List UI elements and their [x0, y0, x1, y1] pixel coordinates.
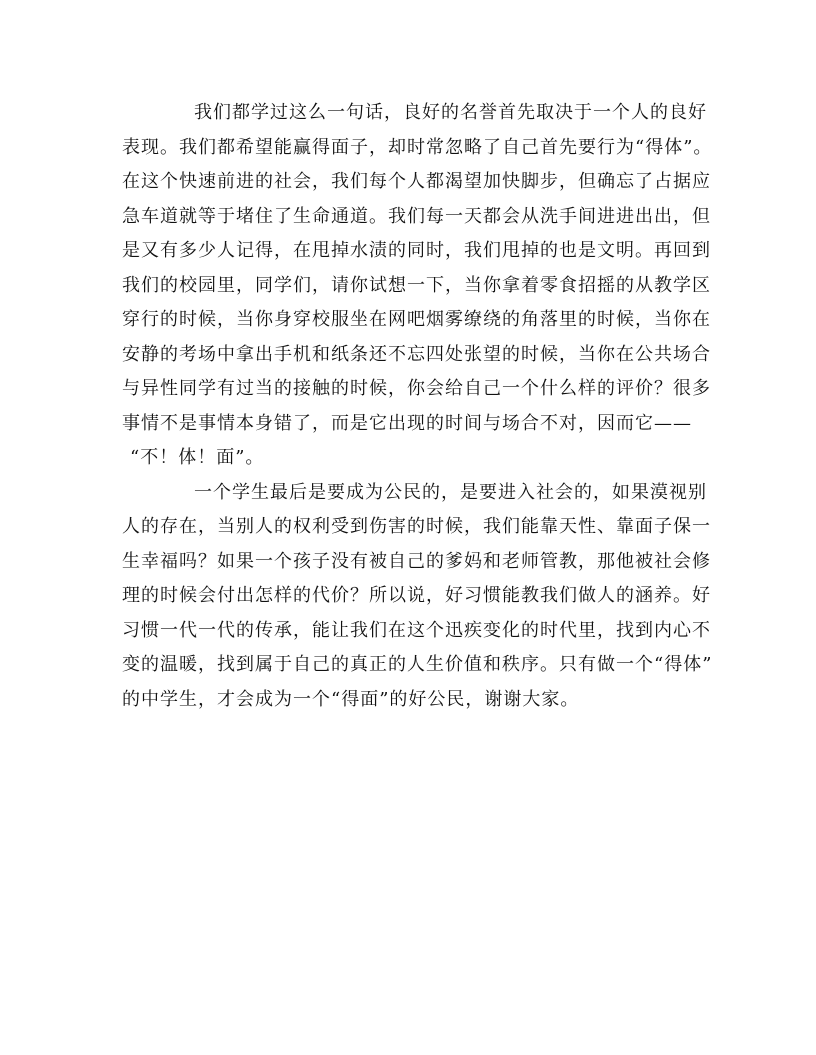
text-line: 在这个快速前进的社会，我们每个人都渴望加快脚步，但确忘了占据应: [122, 171, 711, 192]
text-line: 的中学生，才会成为一个“得面”的好公民，谢谢大家。: [122, 688, 580, 710]
paragraph-1: [122, 96, 713, 476]
text-line: 安静的考场中拿出手机和纸条还不忘四处张望的时候，当你在公共场合: [122, 343, 711, 365]
text-line: 是又有多少人记得，在甩掉水渍的同时，我们甩掉的也是文明。再回到: [122, 240, 711, 261]
document-body: [122, 96, 713, 717]
text-line: 人的存在，当别人的权利受到伤害的时候，我们能靠天性、靠面子保一: [122, 516, 711, 537]
text-line: 事情不是事情本身错了，而是它出现的时间与场合不对，因而它——: [122, 412, 692, 434]
text-line: 生幸福吗？如果一个孩子没有被自己的爹妈和老师管教，那他被社会修: [122, 550, 711, 572]
text-line: 表现。我们都希望能赢得面子，却时常忽略了自己首先要行为“得体”。: [122, 136, 713, 158]
text-line: 理的时候会付出怎样的代价？所以说，好习惯能教我们做人的涵养。好: [122, 585, 711, 606]
text-line: 一个学生最后是要成为公民的，是要进入社会的，如果漠视别: [194, 481, 707, 503]
text-line: 与异性同学有过当的接触的时候，你会给自己一个什么样的评价？很多: [122, 378, 711, 399]
text-line: “不！体！面”。: [130, 447, 265, 468]
text-line: 急车道就等于堵住了生命通道。我们每一天都会从洗手间进进出出，但: [122, 205, 711, 227]
text-line: 我们都学过这么一句话，良好的名誉首先取决于一个人的良好: [194, 102, 707, 123]
text-line: 我们的校园里，同学们，请你试想一下，当你拿着零食招摇的从教学区: [122, 274, 711, 296]
text-line: 变的温暖，找到属于自己的真正的人生价值和秩序。只有做一个“得体”: [122, 654, 713, 675]
text-line: 穿行的时候，当你身穿校服坐在网吧烟雾缭绕的角落里的时候，当你在: [122, 309, 711, 330]
paragraph-2: [122, 476, 713, 718]
text-line: 习惯一代一代的传承，能让我们在这个迅疾变化的时代里，找到内心不: [122, 619, 711, 641]
